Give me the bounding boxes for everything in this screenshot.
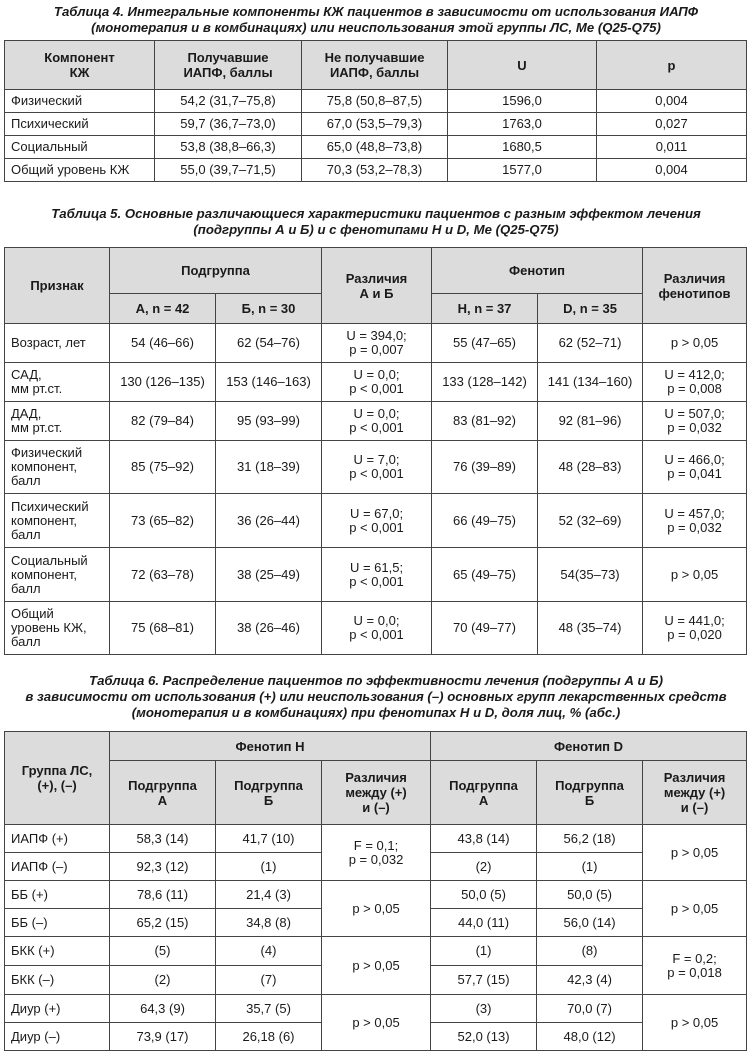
t6-cell: 48,0 (12) [537, 1023, 643, 1051]
t5-cell: Возраст, лет [5, 324, 110, 363]
t5-cell: 72 (63–78) [110, 548, 216, 602]
t6-cell: 73,9 (17) [110, 1023, 216, 1051]
t4-header-received: Получавшие ИАПФ, баллы [155, 41, 302, 90]
t6-cell-diff: p > 0,05 [322, 937, 431, 995]
t6-header-h-diff: Различия между (+) и (–) [322, 761, 431, 825]
t6-cell: 34,8 (8) [216, 909, 322, 937]
t4-cell: 67,0 (53,5–79,3) [302, 113, 448, 136]
t6-cell: 58,3 (14) [110, 825, 216, 853]
t6-cell: 50,0 (5) [431, 881, 537, 909]
t6-cell: 35,7 (5) [216, 995, 322, 1023]
t5-cell: 75 (68–81) [110, 602, 216, 655]
t4-cell: 54,2 (31,7–75,8) [155, 90, 302, 113]
t5-cell: 48 (28–83) [538, 441, 643, 494]
t4-header-p: p [597, 41, 747, 90]
table-row [5, 159, 747, 182]
table5-caption-line: (подгруппы А и Б) и с фенотипами H и D, Me (Q25-Q75) [193, 222, 559, 237]
t6-cell: 21,4 (3) [216, 881, 322, 909]
table-row [5, 602, 747, 655]
table-row [5, 825, 747, 853]
t6-cell: 56,2 (18) [537, 825, 643, 853]
t6-cell-diff: F = 0,2; p = 0,018 [643, 937, 747, 995]
t5-header-d: D, n = 35 [538, 294, 643, 324]
t5-cell: U = 457,0; p = 0,032 [643, 494, 747, 548]
table-row [5, 995, 747, 1023]
table-row [5, 494, 747, 548]
table-row [5, 136, 747, 159]
t4-cell: 1577,0 [448, 159, 597, 182]
t5-cell: 54 (46–66) [110, 324, 216, 363]
t5-header-h: H, n = 37 [432, 294, 538, 324]
t5-cell: 55 (47–65) [432, 324, 538, 363]
t6-cell-diff: p > 0,05 [643, 995, 747, 1051]
t5-cell: U = 412,0; p = 0,008 [643, 363, 747, 402]
t5-cell: 85 (75–92) [110, 441, 216, 494]
table5-caption [0, 206, 752, 238]
t5-cell: САД, мм рт.ст. [5, 363, 110, 402]
t6-cell: 92,3 (12) [110, 853, 216, 881]
table6 [4, 731, 747, 1051]
t4-cell: 55,0 (39,7–71,5) [155, 159, 302, 182]
t5-cell: 130 (126–135) [110, 363, 216, 402]
t6-header-d-subgroup-b: Подгруппа Б [537, 761, 643, 825]
t6-cell: (3) [431, 995, 537, 1023]
t5-header-a: А, n = 42 [110, 294, 216, 324]
t5-cell: 82 (79–84) [110, 402, 216, 441]
t6-cell: (8) [537, 937, 643, 966]
t6-cell: 56,0 (14) [537, 909, 643, 937]
t6-cell: (7) [216, 966, 322, 995]
t4-cell: 1596,0 [448, 90, 597, 113]
t5-cell: p > 0,05 [643, 548, 747, 602]
t4-cell: Общий уровень КЖ [5, 159, 155, 182]
t6-cell: (2) [110, 966, 216, 995]
t5-cell: 38 (25–49) [216, 548, 322, 602]
t6-cell: 42,3 (4) [537, 966, 643, 995]
table6-caption-line: (монотерапия и в комбинациях) при фенотипах H и D, доля лиц, % (абс.) [131, 705, 621, 720]
t6-cell: 44,0 (11) [431, 909, 537, 937]
t5-cell: U = 507,0; p = 0,032 [643, 402, 747, 441]
t6-header-h-subgroup-b: Подгруппа Б [216, 761, 322, 825]
t6-header-d-subgroup-a: Подгруппа А [431, 761, 537, 825]
t5-cell: U = 0,0; p < 0,001 [322, 602, 432, 655]
t6-cell: 52,0 (13) [431, 1023, 537, 1051]
t5-cell: U = 394,0; p = 0,007 [322, 324, 432, 363]
t6-cell: 41,7 (10) [216, 825, 322, 853]
t6-cell-diff: p > 0,05 [322, 995, 431, 1051]
t5-cell: 31 (18–39) [216, 441, 322, 494]
t6-cell: 64,3 (9) [110, 995, 216, 1023]
t6-header-phenotype-d: Фенотип D [431, 732, 747, 761]
t6-cell: (1) [216, 853, 322, 881]
t5-cell: ДАД, мм рт.ст. [5, 402, 110, 441]
t4-cell: 0,004 [597, 90, 747, 113]
t6-cell: 43,8 (14) [431, 825, 537, 853]
t4-cell: 0,027 [597, 113, 747, 136]
t4-cell: 75,8 (50,8–87,5) [302, 90, 448, 113]
table6-caption [0, 673, 752, 721]
t5-header-sign: Признак [5, 248, 110, 324]
t5-cell: U = 0,0; p < 0,001 [322, 402, 432, 441]
t6-cell: 57,7 (15) [431, 966, 537, 995]
table-row [5, 402, 747, 441]
t6-cell: 78,6 (11) [110, 881, 216, 909]
t4-cell: 53,8 (38,8–66,3) [155, 136, 302, 159]
t5-cell: 38 (26–46) [216, 602, 322, 655]
table4 [4, 40, 747, 182]
t5-header-subgroup: Подгруппа [110, 248, 322, 294]
t4-cell: Социальный [5, 136, 155, 159]
table5-caption-line: Таблица 5. Основные различающиеся характеристики пациентов с разным эффектом лечения [51, 206, 701, 221]
table4-caption-line: (монотерапия и в комбинациях) или неиспользования этой группы ЛС, Me (Q25-Q75) [91, 20, 661, 35]
t4-header-component: Компонент КЖ [5, 41, 155, 90]
t5-header-phenotype: Фенотип [432, 248, 643, 294]
t6-cell-diff: p > 0,05 [643, 825, 747, 881]
t6-cell: (1) [431, 937, 537, 966]
t5-cell: p > 0,05 [643, 324, 747, 363]
t5-header-diff-phenotypes: Различия фенотипов [643, 248, 747, 324]
t4-header-u: U [448, 41, 597, 90]
table-row [5, 363, 747, 402]
table-row [5, 548, 747, 602]
t5-cell: 65 (49–75) [432, 548, 538, 602]
t6-header-h-subgroup-a: Подгруппа А [110, 761, 216, 825]
t5-cell: 133 (128–142) [432, 363, 538, 402]
t5-cell: 141 (134–160) [538, 363, 643, 402]
t4-cell: 70,3 (53,2–78,3) [302, 159, 448, 182]
t5-cell: 62 (52–71) [538, 324, 643, 363]
t5-cell: 54(35–73) [538, 548, 643, 602]
t6-cell: (1) [537, 853, 643, 881]
t6-header-group: Группа ЛС, (+), (–) [5, 732, 110, 825]
t6-cell-diff: p > 0,05 [322, 881, 431, 937]
t6-cell: 65,2 (15) [110, 909, 216, 937]
t5-cell: Общий уровень КЖ, балл [5, 602, 110, 655]
table-row [5, 881, 747, 909]
t4-cell: 0,004 [597, 159, 747, 182]
table4-caption [0, 4, 752, 36]
t5-cell: 92 (81–96) [538, 402, 643, 441]
t5-cell: U = 67,0; p < 0,001 [322, 494, 432, 548]
t4-cell: 1763,0 [448, 113, 597, 136]
t5-cell: Физический компонент, балл [5, 441, 110, 494]
t6-cell: 70,0 (7) [537, 995, 643, 1023]
t6-cell: БКК (–) [5, 966, 110, 995]
t4-cell: Физический [5, 90, 155, 113]
t4-cell: 59,7 (36,7–73,0) [155, 113, 302, 136]
t5-header-diff-ab: Различия А и Б [322, 248, 432, 324]
t4-cell: Психический [5, 113, 155, 136]
t6-cell: ББ (–) [5, 909, 110, 937]
t6-cell: ИАПФ (–) [5, 853, 110, 881]
t5-cell: U = 61,5; p < 0,001 [322, 548, 432, 602]
t5-header-b: Б, n = 30 [216, 294, 322, 324]
t5-cell: 52 (32–69) [538, 494, 643, 548]
t6-cell: Диур (–) [5, 1023, 110, 1051]
t5-cell: 66 (49–75) [432, 494, 538, 548]
table6-caption-line: Таблица 6. Распределение пациентов по эффективности лечения (подгруппы А и Б) [89, 673, 663, 688]
t6-header-phenotype-h: Фенотип H [110, 732, 431, 761]
t5-cell: Психический компонент, балл [5, 494, 110, 548]
t5-cell: 83 (81–92) [432, 402, 538, 441]
t5-cell: 95 (93–99) [216, 402, 322, 441]
table4-caption-line: Таблица 4. Интегральные компоненты КЖ пациентов в зависимости от использования ИАПФ [53, 4, 699, 19]
t5-cell: 76 (39–89) [432, 441, 538, 494]
t5-cell: U = 7,0; p < 0,001 [322, 441, 432, 494]
t6-cell: 50,0 (5) [537, 881, 643, 909]
t6-cell: (5) [110, 937, 216, 966]
t5-cell: 36 (26–44) [216, 494, 322, 548]
t6-cell: ИАПФ (+) [5, 825, 110, 853]
t5-cell: 70 (49–77) [432, 602, 538, 655]
t6-cell: (2) [431, 853, 537, 881]
t4-cell: 1680,5 [448, 136, 597, 159]
table-row [5, 113, 747, 136]
t5-cell: U = 441,0; p = 0,020 [643, 602, 747, 655]
table-row [5, 90, 747, 113]
table6-caption-line: в зависимости от использования (+) или неиспользования (–) основных групп лекарственных средств [25, 689, 727, 704]
t6-cell: 26,18 (6) [216, 1023, 322, 1051]
t5-cell: U = 466,0; p = 0,041 [643, 441, 747, 494]
table-row [5, 441, 747, 494]
t6-cell: БКК (+) [5, 937, 110, 966]
t6-cell: ББ (+) [5, 881, 110, 909]
t6-cell: Диур (+) [5, 995, 110, 1023]
t4-cell: 65,0 (48,8–73,8) [302, 136, 448, 159]
t5-cell: 73 (65–82) [110, 494, 216, 548]
table5 [4, 247, 747, 655]
t6-header-d-diff: Различия между (+) и (–) [643, 761, 747, 825]
t6-cell-diff: F = 0,1; p = 0,032 [322, 825, 431, 881]
t5-cell: Социальный компонент, балл [5, 548, 110, 602]
t6-cell: (4) [216, 937, 322, 966]
t5-cell: U = 0,0; p < 0,001 [322, 363, 432, 402]
t6-cell-diff: p > 0,05 [643, 881, 747, 937]
table-row [5, 324, 747, 363]
t5-cell: 62 (54–76) [216, 324, 322, 363]
t4-header-not-received: Не получавшие ИАПФ, баллы [302, 41, 448, 90]
table-row [5, 937, 747, 966]
t5-cell: 153 (146–163) [216, 363, 322, 402]
t5-cell: 48 (35–74) [538, 602, 643, 655]
t4-cell: 0,011 [597, 136, 747, 159]
